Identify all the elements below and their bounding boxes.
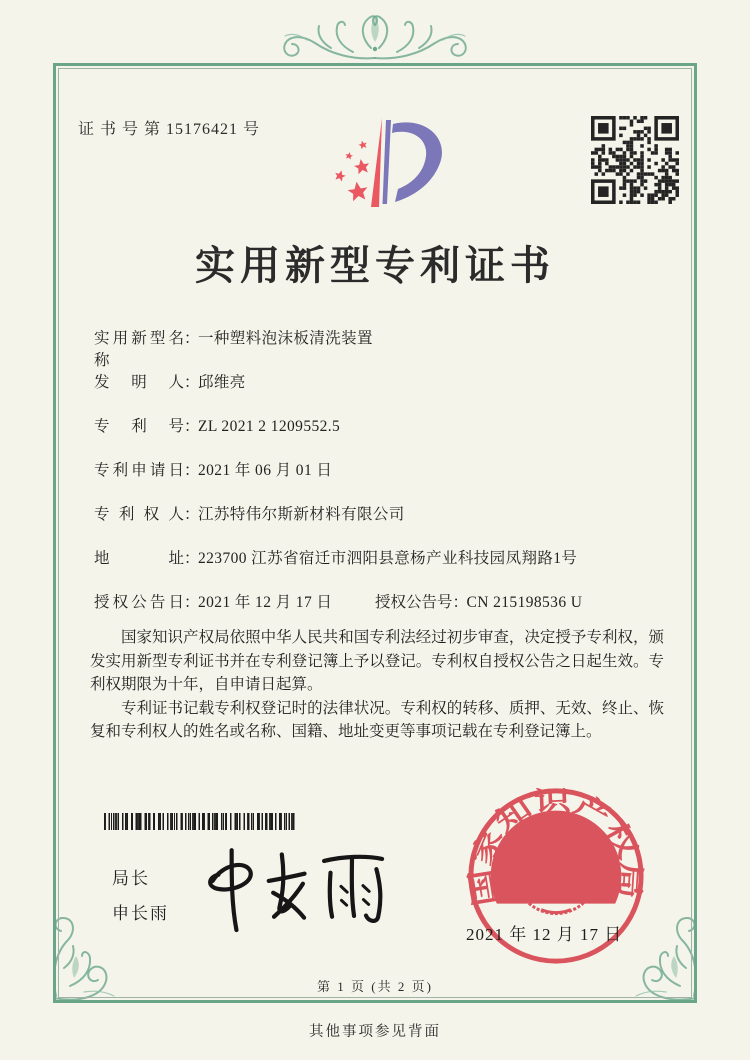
field-label: 授权公告日 (94, 594, 184, 611)
certificate-title: 实用新型专利证书 (195, 243, 555, 288)
field-row-filing-date (94, 458, 660, 479)
back-side-note: 其他事项参见背面 (309, 1024, 441, 1040)
border-flourish-top (270, 0, 480, 68)
field-label: 地址 (94, 550, 184, 567)
legal-paragraph-2: 专利证书记载专利权登记时的法律状况。专利权的转移、质押、无效、终止、恢复和专利权人的姓名或名称、国籍、地址变更等事项记载在专利登记簿上。 (90, 699, 664, 740)
page-number: 第 1 页 (共 2 页) (317, 979, 433, 994)
field-row-inventor (94, 370, 660, 391)
field-label: 实用新型名称 (94, 330, 184, 369)
qr-code (591, 116, 679, 204)
field-label: 发明人 (94, 374, 184, 391)
colon: ： (184, 418, 200, 435)
colon: ： (184, 550, 200, 567)
field-value: 一种塑料泡沫板清洗装置 (198, 330, 373, 347)
field-row-grant (94, 590, 660, 611)
legal-text (90, 626, 664, 744)
field-value: 2021 年 06 月 01 日 (198, 462, 333, 479)
field-value: 邱维亮 (198, 374, 246, 391)
field-value: 江苏特伟尔斯新材料有限公司 (198, 506, 405, 523)
field-label: 专利权人 (94, 506, 184, 523)
field-label: 授权公告号 (375, 594, 453, 611)
field-label: 专利号 (94, 418, 184, 435)
field-list (94, 326, 660, 634)
legal-paragraph-1: 国家知识产权局依照中华人民共和国专利法经过初步审查，决定授予专利权，颁发实用新型专利证书并在专利登记簿上予以登记。专利权自授权公告之日起生效。专利权期限为十年，自申请日起算。 (90, 629, 664, 693)
barcode (104, 813, 296, 830)
field-label: 专利申请日 (94, 462, 184, 479)
director-name: 申长雨 (112, 904, 169, 923)
field-value: ZL 2021 2 1209552.5 (198, 418, 341, 435)
field-value: 2021 年 12 月 17 日 (198, 594, 333, 611)
director-block (112, 864, 169, 934)
field-value: CN 215198536 U (466, 594, 583, 611)
colon: ： (184, 330, 200, 347)
colon: ： (184, 506, 200, 523)
cnipa-logo-icon (300, 103, 470, 228)
director-title: 局长 (112, 869, 150, 888)
field-value: 223700 江苏省宿迁市泗阳县意杨产业科技园凤翔路1号 (198, 550, 578, 567)
colon: ： (452, 594, 469, 611)
field-row-patentee (94, 502, 660, 523)
certificate-number: 证 书 号 第 15176421 号 (78, 121, 261, 138)
director-signature-icon (193, 837, 396, 939)
colon: ： (184, 374, 200, 391)
seal-text: 国家知识产权局 (465, 785, 648, 909)
colon: ： (184, 594, 200, 611)
grant-number-pair (375, 590, 582, 612)
field-row-address (94, 546, 660, 567)
colon: ： (184, 462, 200, 479)
field-row-patent-no (94, 414, 660, 435)
seal-date: 2021 年 12 月 17 日 (466, 925, 623, 944)
field-row-name (94, 326, 660, 369)
